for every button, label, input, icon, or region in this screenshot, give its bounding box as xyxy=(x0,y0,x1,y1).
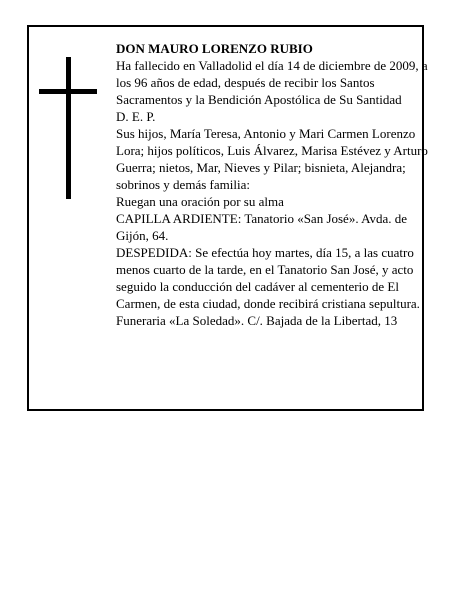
obituary-notice xyxy=(27,25,428,411)
rip-line: D. E. P. xyxy=(116,109,156,124)
cross-vertical-bar xyxy=(66,57,71,199)
prayer-request: Ruegan una oración por su alma xyxy=(116,194,284,209)
notice-text xyxy=(116,40,428,329)
farewell-details: DESPEDIDA: Se efectúa hoy martes, día 15, a las cuatro menos cuarto de la tarde, en el Tanatorio San José, y acto seguido la conducción del cadáver al cementerio de El Carmen, de esta ciudad, donde recibirá cristiana sepultura. xyxy=(116,245,420,311)
family-list: Sus hijos, María Teresa, Antonio y Mari Carmen Lorenzo Lora; hijos políticos, Luis Álvarez, Marisa Estévez y Arturo Guerra; nietos, Mar, Nieves y Pilar; bisnieta, Alejandra; sobrinos y demás familia: xyxy=(116,126,428,192)
cross-icon xyxy=(39,57,97,199)
cross-horizontal-bar xyxy=(39,89,97,94)
funeral-chapel: CAPILLA ARDIENTE: Tanatorio «San José». Avda. de Gijón, 64. xyxy=(116,211,408,243)
funeral-home: Funeraria «La Soledad». C/. Bajada de la Libertad, 13 xyxy=(116,313,398,328)
deceased-name: DON MAURO LORENZO RUBIO xyxy=(116,41,313,56)
death-announcement: Ha fallecido en Valladolid el día 14 de diciembre de 2009, a los 96 años de edad, después de recibir los Santos Sacramentos y la Bendición Apostólica de Su Santidad xyxy=(116,58,428,107)
